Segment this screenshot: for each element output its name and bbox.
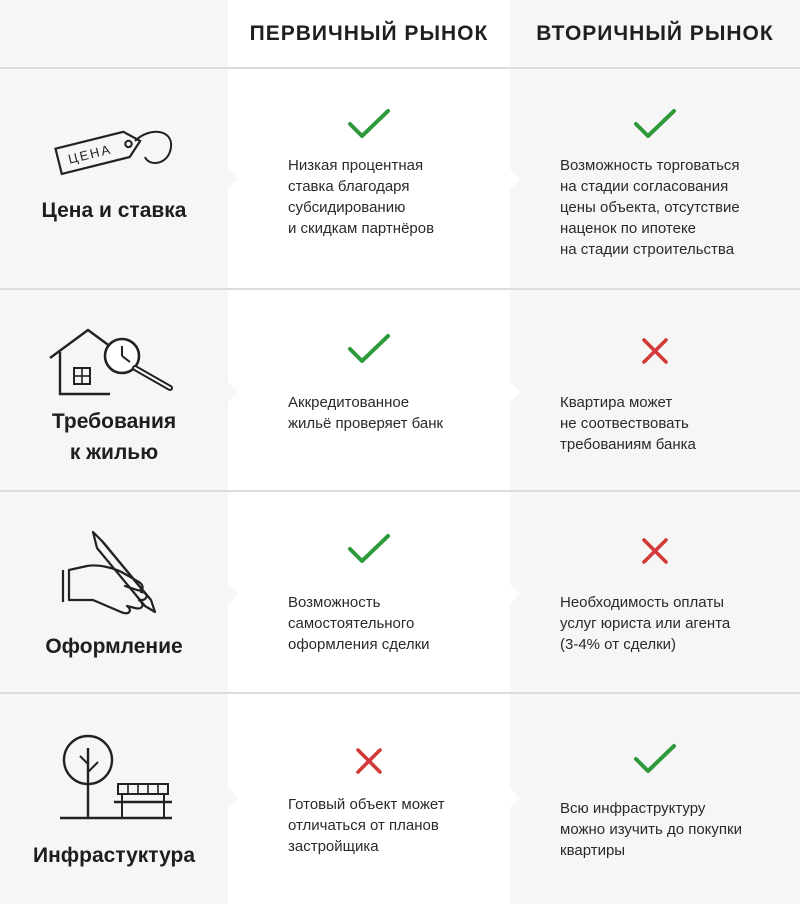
price-tag-icon [49,119,179,181]
house-magnifier-icon [44,324,184,398]
cross-icon [352,744,386,778]
hand-pen-icon [59,528,169,620]
check-icon [632,742,678,776]
secondary-price-rate-text: Возможность торговаться на стадии согласования цены объекта, отсутствие наценок по ипотеке на стадии строительства [560,157,740,258]
cross-icon [638,534,672,568]
category-infrastructure [0,694,228,904]
primary-paperwork-cell [228,492,510,692]
secondary-housing-text: Квартира может не соотвествовать требованиям банка [560,394,696,453]
check-icon [346,532,392,566]
secondary-housing-cell [510,290,800,490]
price-tag-text: ЦЕНА [66,141,114,167]
primary-paperwork-text: Возможность самостоятельного оформления сделки [288,594,430,653]
category-label: Цена и ставка [41,199,187,222]
row-infrastructure [0,694,800,904]
check-icon [632,107,678,141]
secondary-paperwork-text: Необходимость оплаты услуг юриста или агента (3-4% от сделки) [560,594,731,653]
category-paperwork [0,492,228,692]
primary-price-rate-text: Низкая процентная ставка благодаря субсидированию и скидкам партнёров [288,157,435,237]
row-price-rate [0,69,800,288]
secondary-price-rate-cell [510,69,800,288]
category-housing-requirements [0,290,228,490]
category-label: Оформление [45,635,183,658]
secondary-market-header: ВТОРИЧНЫЙ РЫНОК [536,22,774,45]
primary-infrastructure-cell [228,694,510,904]
table-header [0,0,800,68]
row-housing-requirements [0,290,800,490]
category-label: Инфрастуктура [32,844,196,867]
primary-housing-cell [228,290,510,490]
cross-icon [638,334,672,368]
check-icon [346,107,392,141]
primary-infrastructure-text: Готовый объект может отличаться от планов застройщика [288,796,445,855]
category-price-rate [0,69,228,288]
primary-market-header: ПЕРВИЧНЫЙ РЫНОК [249,22,489,45]
primary-price-rate-cell [228,69,510,288]
row-paperwork [0,492,800,692]
secondary-infrastructure-cell [510,694,800,904]
category-label: Требования к жилью [51,410,177,464]
secondary-paperwork-cell [510,492,800,692]
primary-housing-text: Аккредитованное жильё проверяет банк [288,394,444,432]
check-icon [346,332,392,366]
tree-bench-icon [54,732,174,828]
secondary-infrastructure-text: Всю инфраструктуру можно изучить до покупки квартиры [560,800,742,859]
